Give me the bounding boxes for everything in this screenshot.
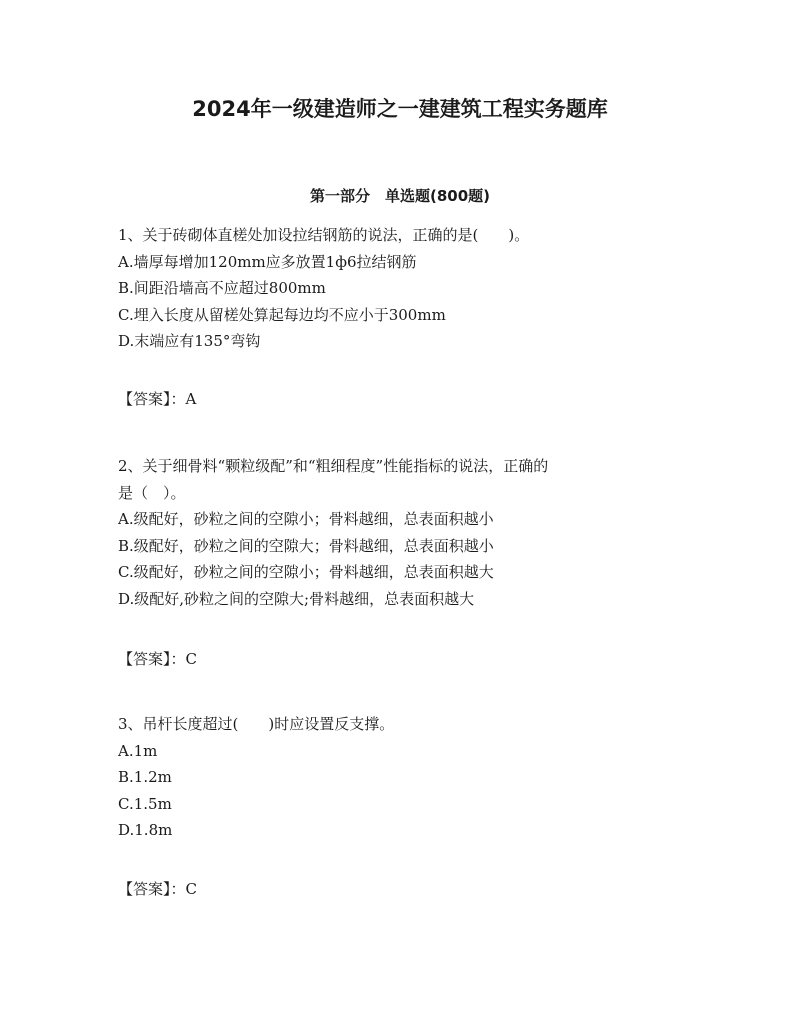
answer-3 xyxy=(118,876,197,902)
option-c: C.级配好，砂粒之间的空隙小；骨料越细，总表面积越大 xyxy=(118,563,494,581)
option-b: B.1.2m xyxy=(118,768,172,786)
section-title: 第一部分 单选题(800题) xyxy=(309,187,491,205)
option-d: D.末端应有135°弯钩 xyxy=(118,332,261,350)
question-stem: 1、关于砖砌体直槎处加设拉结钢筋的说法，正确的是( )。 xyxy=(118,226,530,244)
question-stem: 3、吊杆长度超过( )时应设置反支撑。 xyxy=(118,715,395,733)
option-b: B.间距沿墙高不应超过800mm xyxy=(118,279,326,297)
answer-label: 【答案】： xyxy=(118,880,186,898)
answer-value: C xyxy=(185,880,197,898)
answer-1 xyxy=(118,386,196,412)
option-a: A.级配好，砂粒之间的空隙小；骨料越细，总表面积越小 xyxy=(118,510,494,528)
option-c: C.1.5m xyxy=(118,794,172,813)
option-a: A.1m xyxy=(118,741,158,760)
answer-label: 【答案】： xyxy=(118,650,186,668)
answer-value: A xyxy=(185,390,197,408)
answer-value: C xyxy=(185,650,197,668)
question-stem-line-2: 是（ ）。 xyxy=(118,483,186,502)
question-stem-line-1: 2、关于细骨料“颗粒级配”和“粗细程度”性能指标的说法，正确的 xyxy=(118,457,549,475)
option-b: B.级配好，砂粒之间的空隙大；骨料越细，总表面积越小 xyxy=(118,536,494,555)
question-2 xyxy=(118,453,693,612)
answer-2 xyxy=(118,646,197,672)
option-c: C.埋入长度从留槎处算起每边均不应小于300mm xyxy=(118,305,446,324)
document-title: 2024年一级建造师之一建建筑工程实务题库 xyxy=(192,97,608,121)
option-d: D.1.8m xyxy=(118,821,173,839)
option-a: A.墙厚每增加120mm应多放置1ф6拉结钢筋 xyxy=(118,252,417,271)
option-d: D.级配好,砂粒之间的空隙大;骨料越细，总表面积越大 xyxy=(118,589,475,608)
answer-label: 【答案】： xyxy=(118,390,186,408)
question-1 xyxy=(118,222,693,355)
question-3 xyxy=(118,711,693,844)
